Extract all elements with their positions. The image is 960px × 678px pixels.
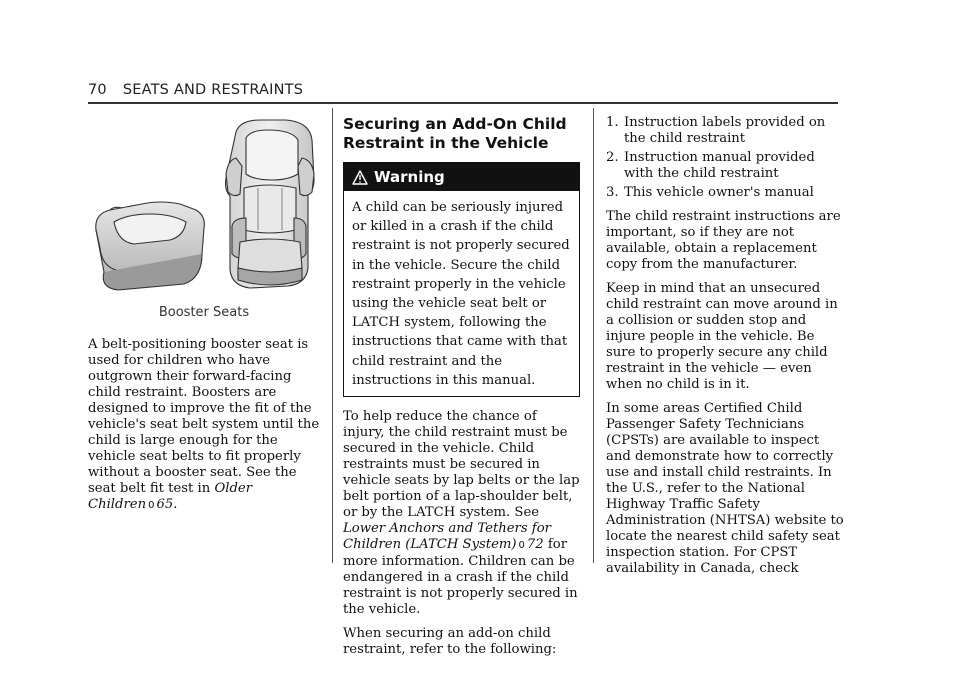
section-title: SEATS AND RESTRAINTS bbox=[122, 82, 304, 98]
list-item: 2. Instruction manual provided with the child restraint bbox=[606, 150, 815, 181]
high-back-booster-icon bbox=[226, 120, 315, 288]
page-ref-number[interactable]: 65 bbox=[156, 497, 174, 512]
cross-reference-link[interactable]: Lower Anchors and Tethers for Children (LATCH System) bbox=[343, 521, 551, 553]
cross-reference-link[interactable]: Older Children bbox=[88, 481, 253, 512]
column-divider bbox=[593, 108, 594, 563]
list-item: 3. This vehicle owner's manual bbox=[606, 185, 814, 200]
booster-seats-illustration bbox=[88, 118, 320, 296]
page-number: 70 bbox=[88, 82, 107, 98]
column-divider bbox=[332, 108, 333, 563]
backless-booster-icon bbox=[96, 202, 205, 290]
instruction-list bbox=[606, 115, 846, 201]
column-middle bbox=[343, 115, 580, 666]
warning-header bbox=[344, 163, 579, 191]
list-item: 1. Instruction labels provided on the child restraint bbox=[606, 115, 826, 146]
header-rule bbox=[88, 102, 838, 104]
booster-paragraph: A belt-positioning booster seat is used for children who have outgrown their forward-facing child restraint. Boosters are designed to improve the fit of the vehicle's seat belt system until the child is large enough for the vehicle seat belts to fit properly without a booster seat. See the seat belt fit test in Older Children 0 65. bbox=[88, 337, 320, 512]
warning-label: Warning bbox=[374, 168, 445, 186]
column-left bbox=[88, 118, 320, 522]
unsecured-paragraph: Keep in mind that an unsecured child restraint can move around in a collision or sudden stop and injure people in the vehicle. Be sure to properly secure any child restraint in the vehicle — even when no child is in it. bbox=[606, 281, 838, 392]
securing-paragraph: To help reduce the chance of injury, the child restraint must be secured in the vehicle. Child restraints must be secured in vehicle seats by lap belts or the lap belt portion of a lap-shoulder belt, or by the LATCH system. See Lower Anchors and Tethers for Children (LATCH System) 0 72 for more information. Children can be endangered in a crash if the child restraint is not properly secured in the vehicle. bbox=[343, 409, 580, 618]
page-ref-symbol: 0 bbox=[148, 500, 155, 511]
instructions-paragraph: The child restraint instructions are important, so if they are not available, obtain a replacement copy from the manufacturer. bbox=[606, 209, 841, 272]
page-ref-symbol: 0 bbox=[518, 540, 525, 552]
warning-box bbox=[343, 162, 580, 397]
warning-body: A child can be seriously injured or killed in a crash if the child restraint is not properly secured in the vehicle. Secure the child restraint properly in the vehicle using the vehicle seat belt or LATCH system, following the instructions that came with that child restraint and the instructions in this manual. bbox=[352, 200, 570, 388]
warning-triangle-icon bbox=[352, 170, 368, 185]
figure-caption: Booster Seats bbox=[158, 305, 250, 320]
refer-paragraph: When securing an add-on child restraint, refer to the following: bbox=[343, 626, 557, 658]
page-ref-number[interactable]: 72 bbox=[526, 537, 544, 553]
cpst-paragraph: In some areas Certified Child Passenger Safety Technicians (CPSTs) are available to inspect and demonstrate how to correctly use and install child restraints. In the U.S., refer to the National Highway Traffic Safety Administration (NHTSA) website to locate the nearest child safety seat inspection station. For CPST availability in Canada, check bbox=[606, 401, 844, 576]
page-header bbox=[88, 82, 303, 98]
section-heading: Securing an Add-On Child Restraint in the Vehicle bbox=[343, 115, 567, 152]
column-right bbox=[606, 115, 846, 585]
